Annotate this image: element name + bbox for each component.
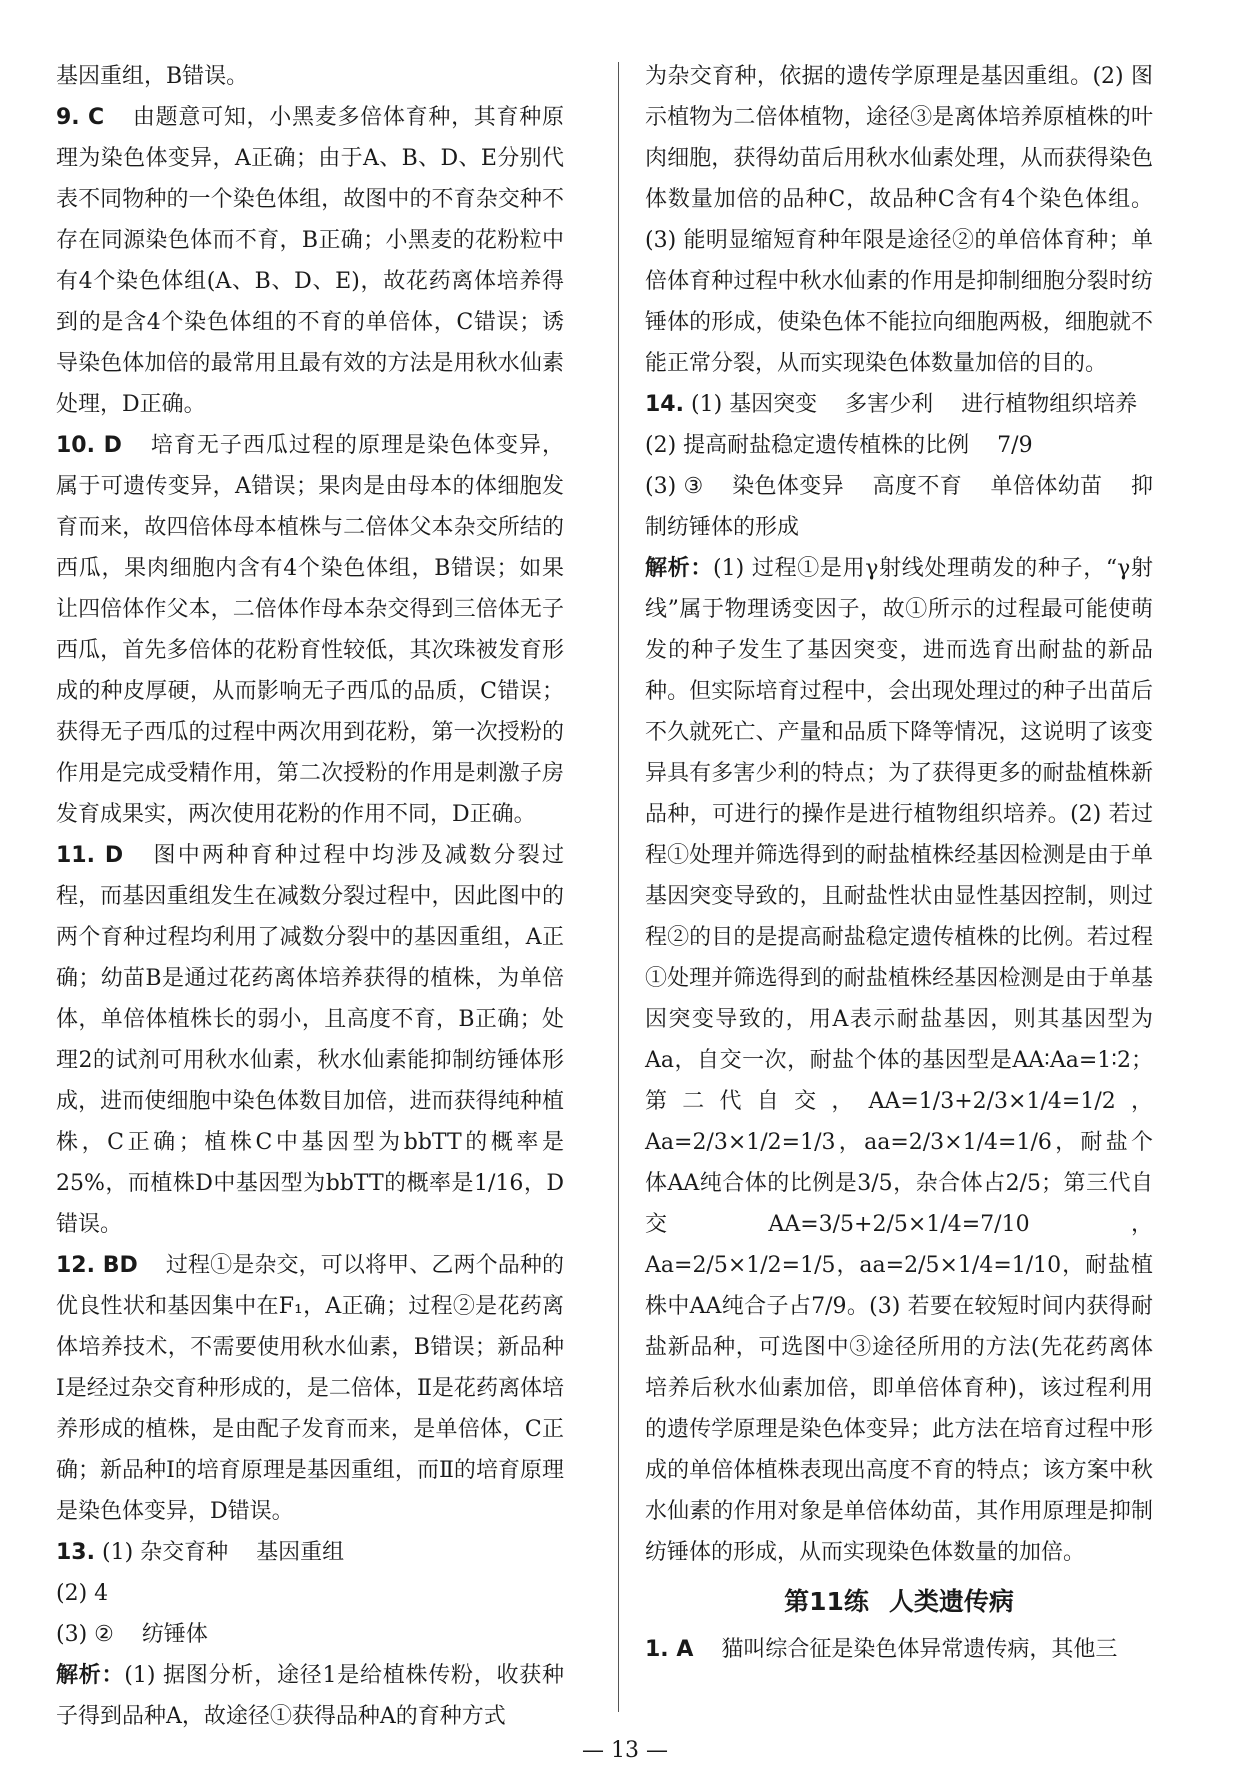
answer-13-line-2: (2) 4 xyxy=(56,1581,109,1606)
answer-14-part3-a: 染色体变异 xyxy=(731,474,845,499)
answer-13-explanation-cont: 为杂交育种，依据的遗传学原理是基因重组。(2) 图示植物为二倍体植物，途径③是离体培养原植株的叶肉细胞，获得幼苗后用秋水仙素处理，从而获得染色体数量加倍的品种C，故品种C含有4个染色体组。(3) 能明显缩短育种年限是途径②的单倍体育种；单倍体育种过程中秋水仙素的作用是抑制细胞分裂时纺锤体的形成，使染色体不能拉向细胞两极，细胞就不能正常分裂，从而实现染色体数量加倍的目的。 xyxy=(645,64,1153,376)
answer-1-text: 猫叫综合征是染色体异常遗传病，其他三 xyxy=(721,1637,1118,1662)
answer-14-part3-c: 单倍体幼苗 xyxy=(990,474,1103,499)
answer-13-line-1 xyxy=(56,1532,564,1573)
left-column xyxy=(56,56,564,1737)
answer-14-part1-a: 基因突变 xyxy=(729,392,818,417)
answer-9-text: 由题意可知，小黑麦多倍体育种，其育种原理为染色体变异，A正确；由于A、B、D、E分别代表不同物种的一个染色体组，故图中的不育杂交种不存在同源染色体而不育，B正确；小黑麦的花粉粒中有4个染色体组(A、B、D、E)，故花药离体培养得到的是含4个染色体组的不育的单倍体，C错误；诱导染色体加倍的最常用且最有效的方法是用秋水仙素处理，D正确。 xyxy=(56,105,564,417)
section-number: 第11练 xyxy=(784,1587,869,1616)
answer-14-line-3 xyxy=(645,466,1153,548)
answer-13-part1-a: 杂交育种 xyxy=(140,1540,229,1565)
explanation-text: (1) 据图分析，途径1是给植株传粉，收获种子得到品种A，故途径①获得品种A的育种方式 xyxy=(56,1663,564,1729)
answer-12 xyxy=(56,1245,564,1532)
answer-13-explanation xyxy=(56,1655,564,1737)
answer-10 xyxy=(56,425,564,835)
answer-13-label: 13. xyxy=(56,1540,95,1565)
answer-14-part1-b: 多害少利 xyxy=(845,392,934,417)
answer-14-label: 14. xyxy=(645,392,684,417)
section-title: 人类遗传病 xyxy=(888,1587,1014,1616)
paragraph-continuation: 基因重组，B错误。 xyxy=(56,64,249,89)
answer-14-part1-index: (1) xyxy=(690,392,723,417)
answer-13-part1-index: (1) xyxy=(101,1540,134,1565)
answer-14-part1-c: 进行植物组织培养 xyxy=(961,392,1138,417)
answer-14-part3-b: 高度不育 xyxy=(872,474,963,499)
answer-13-line-3 xyxy=(56,1614,564,1655)
answer-10-label: 10. D xyxy=(56,433,122,458)
answer-11 xyxy=(56,835,564,1245)
answer-10-text: 培育无子西瓜过程的原理是染色体变异，属于可遗传变异，A错误；果肉是由母本的体细胞发育而来，故四倍体母本植株与二倍体父本杂交所结的西瓜，果肉细胞内含有4个染色体组，B错误；如果让四倍体作父本，二倍体作母本杂交得到三倍体无子西瓜，首先多倍体的花粉育性较低，其次珠被发育形成的种皮厚硬，从而影响无子西瓜的品质，C错误；获得无子西瓜的过程中两次用到花粉，第一次授粉的作用是完成受精作用，第二次授粉的作用是刺激子房发育成果实，两次使用花粉的作用不同，D正确。 xyxy=(56,433,564,827)
explanation-text: (1) 过程①是用γ射线处理萌发的种子，“γ射线”属于物理诱变因子，故①所示的过程最可能使萌发的种子发生了基因突变，进而选育出耐盐的新品种。但实际培育过程中，会出现处理过的种子出苗后不久就死亡、产量和品质下降等情况，这说明了该变异具有多害少利的特点；为了获得更多的耐盐植株新品种，可进行的操作是进行植物组织培养。(2) 若过程①处理并筛选得到的耐盐植株经基因检测是由于单基因突变导致的，且耐盐性状由显性基因控制，则过程②的目的是提高耐盐稳定遗传植株的比例。若过程①处理并筛选得到的耐盐植株经基因检测是由于单基因突变导致的，用A表示耐盐基因，则其基因型为Aa，自交一次，耐盐个体的基因型是AA∶Aa=1∶2；第二代自交，AA=1/3+2/3×1/4=1/2，Aa=2/3×1/2=1/3，aa=2/3×1/4=1/6，耐盐个体AA纯合体的比例是3/5，杂合体占2/5；第三代自交AA=3/5+2/5×1/4=7/10，Aa=2/5×1/2=1/5，aa=2/5×1/4=1/10，耐盐植株中AA纯合子占7/9。(3) 若要在较短时间内获得耐盐新品种，可选图中③途径所用的方法(先花药离体培养后秋水仙素加倍，即单倍体育种)，该过程利用的遗传学原理是染色体变异；此方法在培育过程中形成的单倍体植株表现出高度不育的特点；该方案中秋水仙素的作用对象是单倍体幼苗，其作用原理是抑制纺锤体的形成，从而实现染色体数量的加倍。 xyxy=(645,556,1153,1565)
explanation-label: 解析： xyxy=(645,555,714,581)
answer-14-line-1 xyxy=(645,384,1153,425)
answer-1-label: 1. A xyxy=(645,1637,694,1662)
answer-9-label: 9. C xyxy=(56,105,105,130)
right-column xyxy=(645,56,1153,1670)
explanation-label: 解析： xyxy=(56,1662,125,1688)
answer-11-text: 图中两种育种过程中均涉及减数分裂过程，而基因重组发生在减数分裂过程中，因此图中的两个育种过程均利用了减数分裂中的基因重组，A正确；幼苗B是通过花药离体培养获得的植株，为单倍体，单倍体植株长的弱小，且高度不育，B正确；处理2的试剂可用秋水仙素，秋水仙素能抑制纺锤体形成，进而使细胞中染色体数目加倍，进而获得纯种植株，C正确；植株C中基因型为bbTT的概率是25%，而植株D中基因型为bbTT的概率是1/16，D错误。 xyxy=(56,843,564,1237)
answer-14-part3-d: 抑制纺锤体的形成 xyxy=(645,474,1153,540)
answer-14-line-2 xyxy=(645,425,1153,466)
answer-13-part3-index: (3) ② xyxy=(56,1622,114,1647)
answer-12-text: 过程①是杂交，可以将甲、乙两个品种的优良性状和基因集中在F₁，A正确；过程②是花药离体培养技术，不需要使用秋水仙素，B错误；新品种Ⅰ是经过杂交育种形成的，是二倍体，Ⅱ是花药离体培养形成的植株，是由配子发育而来，是单倍体，C正确；新品种Ⅰ的培育原理是基因重组，而Ⅱ的培育原理是染色体变异，D错误。 xyxy=(56,1253,564,1524)
answer-13-part3-b: 纺锤体 xyxy=(141,1622,208,1647)
answer-14-part3-index: (3) ③ xyxy=(645,474,704,499)
page-number: — 13 — xyxy=(582,1738,668,1763)
answer-14-explanation xyxy=(645,548,1153,1573)
answer-12-label: 12. BD xyxy=(56,1253,138,1278)
answer-9 xyxy=(56,97,564,425)
column-divider xyxy=(618,62,619,1712)
answer-14-part2-b: 7/9 xyxy=(997,433,1033,458)
answer-14-part2-a: (2) 提高耐盐稳定遗传植株的比例 xyxy=(645,433,970,458)
answer-11-label: 11. D xyxy=(56,843,124,868)
answer-1 xyxy=(645,1629,1153,1670)
section-heading xyxy=(645,1579,1153,1625)
answer-13-part1-b: 基因重组 xyxy=(256,1540,345,1565)
